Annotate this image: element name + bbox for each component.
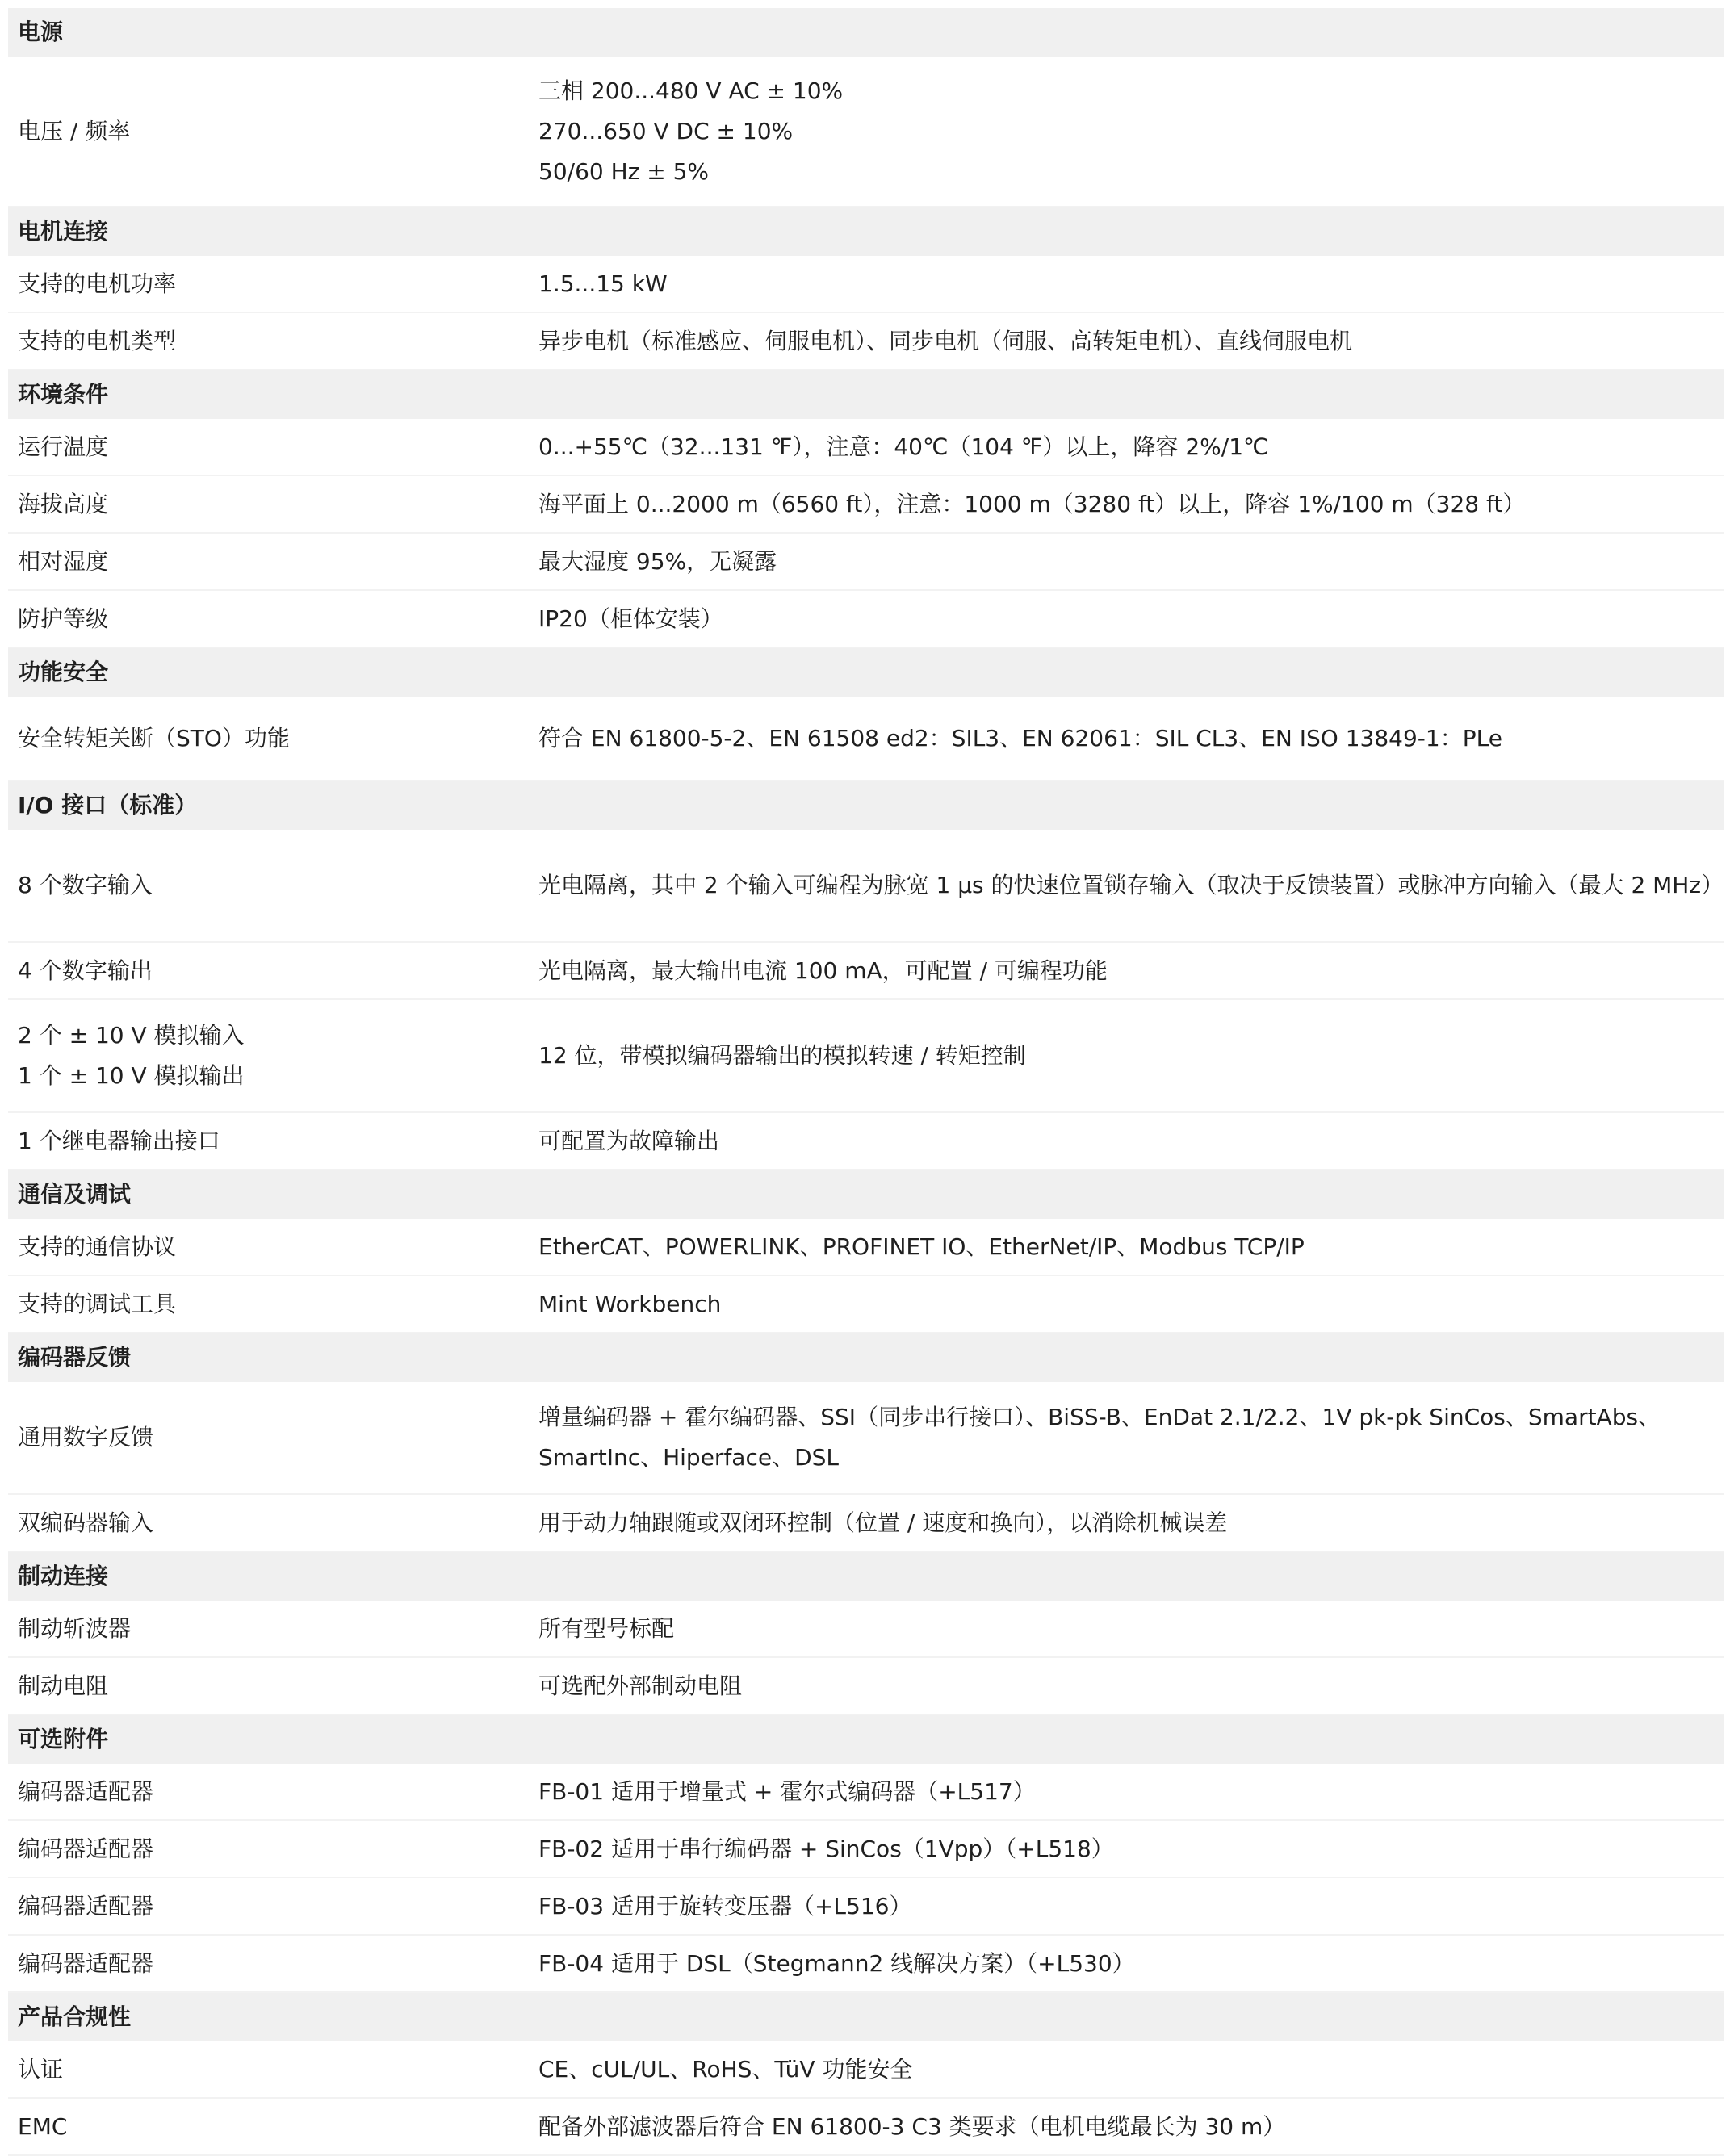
section-title: 电机连接 (8, 207, 1724, 256)
row-value: IP20（柜体安装） (529, 590, 1724, 647)
table-row (8, 942, 1724, 999)
row-value: 0...+55℃（32...131 ℉），注意：40℃（104 ℉）以上，降容 2%/1℃ (529, 419, 1724, 475)
row-value: 1.5...15 kW (529, 256, 1724, 312)
table-row (8, 1275, 1724, 1333)
section-title: 通信及调试 (8, 1170, 1724, 1219)
section-title: 制动连接 (8, 1551, 1724, 1601)
row-label: 编码器适配器 (8, 1935, 529, 1992)
row-label: 海拔高度 (8, 475, 529, 533)
section-header-encoder-feedback (8, 1333, 1724, 1382)
table-row (8, 2041, 1724, 2098)
section-header-io (8, 781, 1724, 830)
table-row (8, 1657, 1724, 1714)
row-value: FB-03 适用于旋转变压器（+L516） (529, 1878, 1724, 1935)
section-header-options (8, 1714, 1724, 1764)
section-title: 电源 (8, 8, 1724, 57)
row-value: 异步电机（标准感应、伺服电机）、同步电机（伺服、高转矩电机）、直线伺服电机 (529, 312, 1724, 370)
table-row (8, 1382, 1724, 1494)
table-row (8, 533, 1724, 590)
row-label: 8 个数字输入 (8, 830, 529, 942)
section-title: I/O 接口（标准） (8, 781, 1724, 830)
row-value: 光电隔离，最大输出电流 100 mA，可配置 / 可编程功能 (529, 942, 1724, 999)
section-header-braking (8, 1551, 1724, 1601)
row-label: 1 个继电器输出接口 (8, 1112, 529, 1170)
section-header-environment (8, 370, 1724, 419)
row-label: 认证 (8, 2041, 529, 2098)
table-row (8, 1764, 1724, 1820)
row-label: 编码器适配器 (8, 1878, 529, 1935)
row-value: 配备外部滤波器后符合 EN 61800-3 C3 类要求（电机电缆最长为 30 m） (529, 2098, 1724, 2155)
row-label: 相对湿度 (8, 533, 529, 590)
table-row (8, 1112, 1724, 1170)
table-row (8, 1878, 1724, 1935)
row-label: 支持的电机类型 (8, 312, 529, 370)
row-label: 双编码器输入 (8, 1494, 529, 1551)
row-value: EtherCAT、POWERLINK、PROFINET IO、EtherNet/IP、Modbus TCP/IP (529, 1219, 1724, 1275)
section-header-functional-safety (8, 647, 1724, 697)
table-row (8, 2098, 1724, 2155)
table-row (8, 1601, 1724, 1657)
table-row (8, 830, 1724, 942)
row-value: 三相 200...480 V AC ± 10% 270...650 V DC ± 10% 50/60 Hz ± 5% (529, 57, 1724, 207)
row-label: 支持的电机功率 (8, 256, 529, 312)
row-label: EMC (8, 2098, 529, 2155)
row-label: 4 个数字输出 (8, 942, 529, 999)
section-title: 可选附件 (8, 1714, 1724, 1764)
row-label: 编码器适配器 (8, 1820, 529, 1878)
table-row (8, 1820, 1724, 1878)
row-value: 所有型号标配 (529, 1601, 1724, 1657)
spec-table (8, 8, 1724, 2156)
section-header-power (8, 8, 1724, 57)
section-header-compliance (8, 1992, 1724, 2041)
row-label: 支持的通信协议 (8, 1219, 529, 1275)
table-row (8, 1935, 1724, 1992)
row-label: 制动斩波器 (8, 1601, 529, 1657)
table-row (8, 590, 1724, 647)
section-header-motor-connection (8, 207, 1724, 256)
row-value: 海平面上 0...2000 m（6560 ft），注意：1000 m（3280 ft）以上，降容 1%/100 m（328 ft） (529, 475, 1724, 533)
row-value: 用于动力轴跟随或双闭环控制（位置 / 速度和换向），以消除机械误差 (529, 1494, 1724, 1551)
table-row (8, 57, 1724, 207)
row-value: 光电隔离，其中 2 个输入可编程为脉宽 1 µs 的快速位置锁存输入（取决于反馈装置）或脉冲方向输入（最大 2 MHz） (529, 830, 1724, 942)
row-value: 符合 EN 61800-5-2、EN 61508 ed2：SIL3、EN 62061：SIL CL3、EN ISO 13849-1：PLe (529, 697, 1724, 781)
row-value: CE、cUL/UL、RoHS、TüV 功能安全 (529, 2041, 1724, 2098)
row-label: 电压 / 频率 (8, 57, 529, 207)
row-label: 通用数字反馈 (8, 1382, 529, 1494)
section-title: 产品合规性 (8, 1992, 1724, 2041)
row-value: 可配置为故障输出 (529, 1112, 1724, 1170)
table-row (8, 256, 1724, 312)
row-value: 12 位，带模拟编码器输出的模拟转速 / 转矩控制 (529, 999, 1724, 1112)
row-label: 制动电阻 (8, 1657, 529, 1714)
row-label: 防护等级 (8, 590, 529, 647)
row-value: Mint Workbench (529, 1275, 1724, 1333)
table-row (8, 475, 1724, 533)
section-title: 功能安全 (8, 647, 1724, 697)
section-title: 编码器反馈 (8, 1333, 1724, 1382)
table-row (8, 419, 1724, 475)
row-label: 编码器适配器 (8, 1764, 529, 1820)
row-label: 支持的调试工具 (8, 1275, 529, 1333)
table-row (8, 1494, 1724, 1551)
row-value: FB-02 适用于串行编码器 + SinCos（1Vpp）（+L518） (529, 1820, 1724, 1878)
section-title: 环境条件 (8, 370, 1724, 419)
row-value: FB-01 适用于增量式 + 霍尔式编码器（+L517） (529, 1764, 1724, 1820)
row-value: 可选配外部制动电阻 (529, 1657, 1724, 1714)
row-value: 最大湿度 95%，无凝露 (529, 533, 1724, 590)
table-row (8, 999, 1724, 1112)
section-header-communication (8, 1170, 1724, 1219)
table-row (8, 312, 1724, 370)
row-value: FB-04 适用于 DSL（Stegmann2 线解决方案）（+L530） (529, 1935, 1724, 1992)
row-label: 运行温度 (8, 419, 529, 475)
row-label: 安全转矩关断（STO）功能 (8, 697, 529, 781)
row-label: 2 个 ± 10 V 模拟输入 1 个 ± 10 V 模拟输出 (8, 999, 529, 1112)
table-row (8, 1219, 1724, 1275)
table-row (8, 697, 1724, 781)
row-value: 增量编码器 + 霍尔编码器、SSI（同步串行接口）、BiSS-B、EnDat 2.1/2.2、1V pk-pk SinCos、SmartAbs、SmartInc、Hiperface、DSL (529, 1382, 1724, 1494)
